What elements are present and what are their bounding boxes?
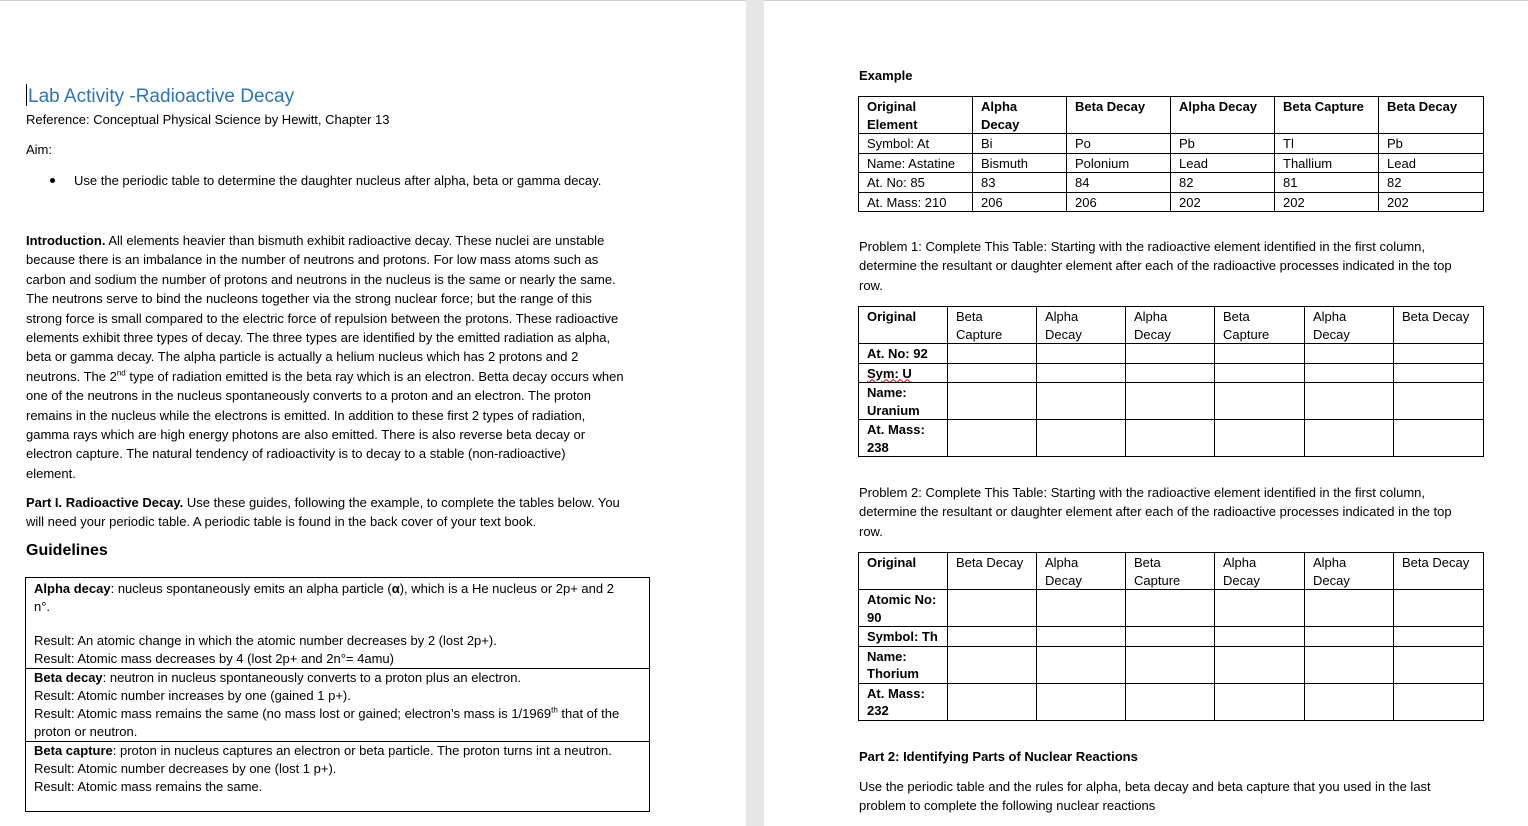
answer-cell[interactable] <box>1394 683 1484 720</box>
table-row <box>859 134 1484 154</box>
row-label-cell: At. Mass: 238 <box>859 420 948 457</box>
answer-cell[interactable] <box>1037 363 1126 383</box>
table-cell: Bi <box>973 134 1067 154</box>
alpha-definition <box>26 580 649 598</box>
capture-term: Beta capture <box>34 743 113 758</box>
table-row <box>859 173 1484 193</box>
answer-cell[interactable] <box>1394 383 1484 420</box>
table-row <box>859 646 1484 683</box>
answer-cell[interactable] <box>948 363 1037 383</box>
intro-line-text: neutrons. The 2 <box>26 368 117 384</box>
beta-capture-section <box>26 741 649 796</box>
problem2-table <box>858 552 1484 721</box>
answer-cell[interactable] <box>1126 420 1215 457</box>
table-cell: 82 <box>1379 173 1484 193</box>
aim-label: Aim: <box>26 142 52 157</box>
capture-result-mass: Result: Atomic mass remains the same. <box>34 779 263 794</box>
table-header-row <box>859 307 1484 344</box>
intro-line: one of the neutrons in the nucleus spontaneously converts to a proton and an electron. The proton <box>26 388 591 404</box>
answer-cell[interactable] <box>1126 344 1215 364</box>
table-row <box>859 363 1484 383</box>
table-header-cell: Beta Capture <box>948 307 1037 344</box>
intro-line: because there is an imbalance in the number of neutrons and protons. For low mass atoms such as <box>26 252 599 268</box>
answer-cell[interactable] <box>1126 683 1215 720</box>
superscript: nd <box>116 368 126 378</box>
table-cell: 84 <box>1067 173 1171 193</box>
capture-result-number: Result: Atomic number decreases by one (lost 1 p+). <box>34 761 337 776</box>
answer-cell[interactable] <box>1305 363 1394 383</box>
row-label-cell: Atomic No: 90 <box>859 590 948 627</box>
problem2-instructions <box>859 483 1509 541</box>
capture-definition <box>26 742 649 760</box>
table-cell: 202 <box>1171 192 1275 212</box>
table-cell: 206 <box>1067 192 1171 212</box>
table-row <box>859 683 1484 720</box>
table-cell: Name: Astatine <box>859 153 973 173</box>
alpha-decay-section <box>26 578 649 668</box>
table-header-cell: Alpha Decay <box>1126 307 1215 344</box>
beta-result-text: that of the <box>557 706 620 721</box>
beta-result-mass <box>26 705 649 723</box>
table-header-cell: Alpha Decay <box>1037 307 1126 344</box>
alpha-result-number: Result: An atomic change in which the atomic number decreases by 2 (lost 2p+). <box>34 633 497 648</box>
answer-cell[interactable] <box>948 627 1037 647</box>
problem1-table <box>858 306 1484 457</box>
row-label-text: Sym: U <box>867 365 912 381</box>
beta-definition <box>26 669 649 687</box>
table-header-cell: Beta Capture <box>1275 97 1379 134</box>
table-header-cell: Beta Decay <box>1067 97 1171 134</box>
alpha-symbol: α <box>391 581 400 596</box>
answer-cell[interactable] <box>1305 646 1394 683</box>
table-cell: Lead <box>1171 153 1275 173</box>
answer-cell[interactable] <box>1305 344 1394 364</box>
table-header-cell: Alpha Decay <box>1037 553 1126 590</box>
table-cell: Symbol: At <box>859 134 973 154</box>
answer-cell[interactable] <box>1037 627 1126 647</box>
capture-def-text: : proton in nucleus captures an electron or beta particle. The proton turns int a neutron. <box>112 743 612 758</box>
table-header-cell: Alpha Decay <box>1171 97 1275 134</box>
alpha-result-mass: Result: Atomic mass decreases by 4 (lost 2p+ and 2n°= 4amu) <box>34 651 394 666</box>
answer-cell[interactable] <box>1215 383 1305 420</box>
answer-cell[interactable] <box>1305 683 1394 720</box>
part2-line: Use the periodic table and the rules for alpha, beta decay and beta capture that you used in the last <box>859 779 1431 794</box>
row-label-cell: At. No: 92 <box>859 344 948 364</box>
answer-cell[interactable] <box>1215 627 1305 647</box>
table-header-cell: Alpha Decay <box>1305 307 1394 344</box>
example-table <box>858 96 1484 212</box>
answer-cell[interactable] <box>1126 383 1215 420</box>
row-label-cell: At. Mass: 232 <box>859 683 948 720</box>
answer-cell[interactable] <box>948 646 1037 683</box>
answer-cell[interactable] <box>948 383 1037 420</box>
table-cell: Lead <box>1379 153 1484 173</box>
beta-decay-section <box>26 668 649 741</box>
table-cell: 81 <box>1275 173 1379 193</box>
answer-cell[interactable] <box>1215 420 1305 457</box>
answer-cell[interactable] <box>1305 383 1394 420</box>
beta-result-text: Result: Atomic mass remains the same (no mass lost or gained; electron’s mass is 1/1969 <box>34 706 552 721</box>
table-cell: 202 <box>1379 192 1484 212</box>
problem2-line: determine the resultant or daughter element after each of the radioactive processes indicated in the top <box>859 504 1452 520</box>
part2-heading: Part 2: Identifying Parts of Nuclear Reactions <box>859 749 1138 764</box>
beta-def-text: : neutron in nucleus spontaneously converts to a proton plus an electron. <box>102 670 522 685</box>
beta-result-mass-cont: proton or neutron. <box>34 724 138 739</box>
intro-line: remains in the nucleus while the electrons is emitted. In addition to these first 2 types of radiation, <box>26 407 586 423</box>
intro-line: The neutrons serve to bind the nucleons together via the strong nuclear force; but the range of this <box>26 291 592 307</box>
part2-instructions <box>859 777 1509 816</box>
table-header-row <box>859 97 1484 134</box>
answer-cell[interactable] <box>1215 363 1305 383</box>
intro-line: gamma rays which are high energy photons are also emitted. There is also reverse beta decay or <box>26 427 586 443</box>
page-top-edge <box>764 0 1528 1</box>
table-cell: Bismuth <box>973 153 1067 173</box>
table-header-cell: Beta Decay <box>948 553 1037 590</box>
part2-line: problem to complete the following nuclear reactions <box>859 798 1156 814</box>
intro-line: elements exhibit three types of decay. The three types are identified by the emitted radiation as alpha, <box>26 330 611 346</box>
intro-line-text: type of radiation emitted is the beta ray which is an electron. Betta decay occurs when <box>125 368 624 384</box>
answer-cell[interactable] <box>1394 627 1484 647</box>
answer-cell[interactable] <box>1126 646 1215 683</box>
row-label-cell <box>859 363 948 383</box>
intro-line <box>26 231 666 250</box>
answer-cell[interactable] <box>1305 590 1394 627</box>
table-cell: Pb <box>1379 134 1484 154</box>
table-header-cell: Original <box>859 553 948 590</box>
answer-cell[interactable] <box>1126 590 1215 627</box>
table-header-cell: Original <box>859 307 948 344</box>
problem2-line: row. <box>859 523 883 539</box>
example-heading: Example <box>859 68 913 83</box>
intro-line: beta or gamma decay. The alpha particle is actually a helium nucleus which has 2 protons and 2 <box>26 349 579 365</box>
row-label-cell: Name: Thorium <box>859 646 948 683</box>
guidelines-box <box>25 577 650 812</box>
table-cell: Tl <box>1275 134 1379 154</box>
answer-cell[interactable] <box>1037 383 1126 420</box>
answer-cell[interactable] <box>1215 344 1305 364</box>
answer-cell[interactable] <box>1394 590 1484 627</box>
answer-cell[interactable] <box>1394 420 1484 457</box>
answer-cell[interactable] <box>948 420 1037 457</box>
table-header-cell: Alpha Decay <box>1215 553 1305 590</box>
intro-lead: Introduction. <box>26 233 106 248</box>
table-cell: 206 <box>973 192 1067 212</box>
intro-line: electron capture. The natural tendency of radioactivity is to decay to a stable (non-radioactive) <box>26 446 566 462</box>
table-header-cell: Beta Capture <box>1215 307 1305 344</box>
table-header-cell: Beta Decay <box>1394 307 1484 344</box>
answer-cell[interactable] <box>1037 590 1126 627</box>
bullet-icon <box>50 178 55 183</box>
answer-cell[interactable] <box>1037 683 1126 720</box>
table-cell: Thallium <box>1275 153 1379 173</box>
table-header-cell: Original Element <box>859 97 973 134</box>
table-header-cell: Alpha Decay <box>1305 553 1394 590</box>
beta-result-number: Result: Atomic number increases by one (gained 1 p+). <box>34 688 351 703</box>
table-row <box>859 192 1484 212</box>
intro-line: carbon and sodium the number of protons and neutrons in the nucleus is the same or nearly the same. <box>26 271 616 287</box>
row-label-cell: Name: Uranium <box>859 383 948 420</box>
guidelines-heading: Guidelines <box>26 542 108 559</box>
reference-line: Reference: Conceptual Physical Science by Hewitt, Chapter 13 <box>26 112 390 127</box>
answer-cell[interactable] <box>1215 683 1305 720</box>
answer-cell[interactable] <box>1215 646 1305 683</box>
alpha-term: Alpha decay <box>34 581 111 596</box>
answer-cell[interactable] <box>1037 420 1126 457</box>
problem1-instructions <box>859 237 1509 295</box>
document-title[interactable] <box>26 84 294 108</box>
table-row <box>859 153 1484 173</box>
introduction-paragraph <box>26 231 666 483</box>
problem2-line: Problem 2: Complete This Table: Starting with the radioactive element identified in the first column, <box>859 485 1426 500</box>
answer-cell[interactable] <box>1215 590 1305 627</box>
problem1-line: determine the resultant or daughter element after each of the radioactive processes indicated in the top <box>859 258 1452 274</box>
table-row <box>859 383 1484 420</box>
answer-cell[interactable] <box>1037 646 1126 683</box>
alpha-def-text: ), which is a He nucleus or 2p+ and 2 <box>399 581 614 596</box>
intro-line-text: All elements heavier than bismuth exhibit radioactive decay. These nuclei are unstable <box>105 233 605 248</box>
answer-cell[interactable] <box>1126 627 1215 647</box>
part1-paragraph <box>26 493 666 532</box>
document-page-left <box>0 0 746 826</box>
answer-cell[interactable] <box>1305 627 1394 647</box>
table-cell: 82 <box>1171 173 1275 193</box>
part1-lead: Part I. Radioactive Decay. <box>26 495 184 510</box>
table-row <box>859 590 1484 627</box>
table-cell: At. Mass: 210 <box>859 192 973 212</box>
answer-cell[interactable] <box>1394 646 1484 683</box>
table-header-cell: Beta Decay <box>1379 97 1484 134</box>
problem1-line: row. <box>859 277 883 293</box>
alpha-definition-cont: n°. <box>34 599 51 614</box>
intro-line <box>26 367 666 386</box>
answer-cell[interactable] <box>1305 420 1394 457</box>
answer-cell[interactable] <box>1394 363 1484 383</box>
table-cell: Po <box>1067 134 1171 154</box>
table-header-cell: Alpha Decay <box>973 97 1067 134</box>
superscript: th <box>551 705 558 715</box>
beta-term: Beta decay <box>34 670 103 685</box>
alpha-def-text: : nucleus spontaneously emits an alpha particle ( <box>110 581 392 596</box>
table-cell: Polonium <box>1067 153 1171 173</box>
table-cell: At. No: 85 <box>859 173 973 193</box>
table-header-row <box>859 553 1484 590</box>
aim-bullet-text: Use the periodic table to determine the daughter nucleus after alpha, beta or gamma decay. <box>74 173 602 188</box>
part1-line: will need your periodic table. A periodic table is found in the back cover of your text book. <box>26 514 537 530</box>
answer-cell[interactable] <box>1037 344 1126 364</box>
answer-cell[interactable] <box>1126 363 1215 383</box>
document-title-text: Lab Activity -Radioactive Decay <box>28 86 295 107</box>
table-header-cell: Beta Decay <box>1394 553 1484 590</box>
row-label-cell: Symbol: Th <box>859 627 948 647</box>
document-page-right <box>764 0 1528 826</box>
part1-line <box>26 493 666 512</box>
table-header-cell: Beta Capture <box>1126 553 1215 590</box>
answer-cell[interactable] <box>948 683 1037 720</box>
answer-cell[interactable] <box>948 590 1037 627</box>
table-cell: Pb <box>1171 134 1275 154</box>
answer-cell[interactable] <box>1394 344 1484 364</box>
text-cursor <box>26 84 27 106</box>
answer-cell[interactable] <box>948 344 1037 364</box>
page-top-edge <box>0 0 746 1</box>
intro-line: element. <box>26 465 76 481</box>
table-cell: 83 <box>973 173 1067 193</box>
intro-line: strong force is small compared to the electric force of repulsion between the protons. These radioactive <box>26 310 619 326</box>
table-row <box>859 627 1484 647</box>
table-row <box>859 344 1484 364</box>
part1-line-text: Use these guides, following the example, to complete the tables below. You <box>183 495 620 510</box>
problem1-line: Problem 1: Complete This Table: Starting with the radioactive element identified in the first column, <box>859 239 1426 254</box>
table-row <box>859 420 1484 457</box>
table-cell: 202 <box>1275 192 1379 212</box>
